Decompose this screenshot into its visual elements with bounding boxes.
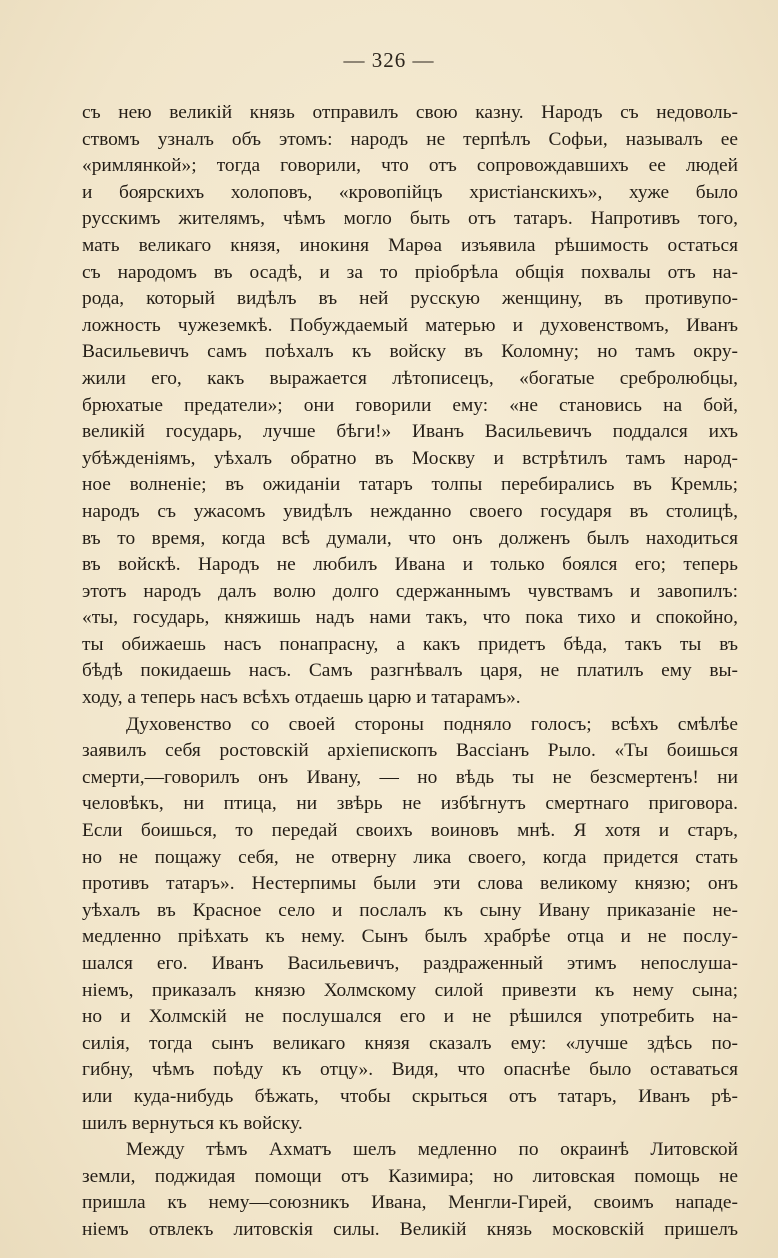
text-line: уѣхалъ въ Красное село и послалъ къ сыну Ивану приказаніе не-	[82, 899, 738, 921]
text-line: смерти,—говорилъ онъ Ивану, — но вѣдь ты не безсмертенъ! ни	[82, 766, 738, 788]
text-line: русскимъ жителямъ, чѣмъ могло быть отъ татаръ. Напротивъ того,	[82, 208, 738, 230]
text-line: гибну, чѣмъ поѣду къ отцу». Видя, что опаснѣе было оставаться	[82, 1059, 738, 1081]
text-line: но и Холмскій не послушался его и не рѣшился употребить на-	[82, 1006, 738, 1028]
text-line: мать великаго князя, инокиня Марѳа изъявила рѣшимость остаться	[82, 234, 738, 256]
page-number: — 326 —	[343, 48, 435, 72]
text-line: ное волненіе; въ ожиданіи татаръ толпы перебирались въ Кремль;	[82, 474, 738, 496]
text-line: заявилъ себя ростовскій архіепископъ Вассіанъ Рыло. «Ты боишься	[82, 740, 738, 762]
text-line: брюхатые предатели»; они говорили ему: «не становись на бой,	[82, 394, 738, 416]
text-line: ніемъ, приказалъ князю Холмскому силой привезти къ нему сына;	[82, 979, 738, 1001]
text-line: ты обижаешь насъ понапрасну, а какъ придетъ бѣда, такъ ты въ	[82, 633, 738, 655]
text-line: человѣкъ, ни птица, ни звѣрь не избѣгнутъ смертнаго приговора.	[82, 793, 738, 815]
text-line: народъ съ ужасомъ увидѣлъ нежданно своего государя въ столицѣ,	[82, 500, 738, 522]
text-line: съ народомъ въ осадѣ, и за то пріобрѣла общія похвалы отъ на-	[82, 261, 738, 283]
text-line: ходу, а теперь насъ всѣхъ отдаешь царю и татарамъ».	[82, 687, 521, 709]
text-line: пришла къ нему—союзникъ Ивана, Менгли-Гирей, своимъ нападе-	[82, 1192, 738, 1214]
text-line: медленно пріѣхать къ нему. Сынъ былъ храбрѣе отца и не послу-	[82, 926, 738, 948]
text-line: но не пощажу себя, не отверну лика своего, когда придется стать	[82, 846, 738, 868]
text-line: этотъ народъ далъ волю долго сдержаннымъ чувствамъ и завопилъ:	[82, 580, 738, 602]
paragraph-1	[82, 100, 738, 712]
text-line: Между тѣмъ Ахматъ шелъ медленно по окраинѣ Литовской	[126, 1139, 738, 1161]
text-line: шилъ вернуться къ войску.	[82, 1112, 303, 1134]
text-line: бѣдѣ покидаешь насъ. Самъ разгнѣвалъ царя, не платилъ ему вы-	[82, 660, 738, 682]
text-line: Васильевичъ самъ поѣхалъ къ войску въ Коломну; но тамъ окру-	[82, 341, 738, 363]
text-line: съ нею великій князь отправилъ свою казну. Народъ съ недоволь-	[82, 102, 738, 123]
text-line: «ты, государь, княжишь надъ нами такъ, что пока тихо и спокойно,	[82, 607, 738, 629]
text-line: и боярскихъ холоповъ, «кровопійцъ христіанскихъ», хуже было	[82, 181, 738, 203]
text-line: Если боишься, то передай своихъ воиновъ мнѣ. Я хотя и старъ,	[82, 820, 738, 842]
text-line: или куда-нибудь бѣжать, чтобы скрыться отъ татаръ, Иванъ рѣ-	[82, 1085, 738, 1107]
text-line: силія, тогда сынъ великаго князя сказалъ ему: «лучше здѣсь по-	[82, 1032, 738, 1054]
text-line: въ войскѣ. Народъ не любилъ Ивана и только боялся его; теперь	[82, 554, 738, 576]
text-line: убѣжденіямъ, уѣхалъ обратно въ Москву и встрѣтилъ тамъ народ-	[82, 447, 738, 469]
text-line: ствомъ узналъ объ этомъ: народъ не терпѣлъ Софьи, называлъ ее	[82, 128, 738, 150]
text-line: великій государь, лучше бѣги!» Иванъ Васильевичъ поддался ихъ	[82, 421, 738, 443]
text-line: Духовенство со своей стороны подняло голосъ; всѣхъ смѣлѣе	[126, 713, 738, 735]
text-line: въ то время, когда всѣ думали, что онъ долженъ былъ находиться	[82, 527, 738, 549]
text-line: жили его, какъ выражается лѣтописецъ, «богатые сребролюбцы,	[82, 367, 738, 389]
paragraph-3	[82, 1137, 738, 1243]
text-line: рода, который видѣлъ въ ней русскую женщину, въ противупо-	[82, 288, 738, 310]
text-line: земли, поджидая помощи отъ Казимира; но литовская помощь не	[82, 1165, 738, 1187]
body-text	[82, 100, 738, 1244]
text-line: шался его. Иванъ Васильевичъ, раздраженный этимъ непослуша-	[82, 953, 738, 974]
text-line: ложность чужеземкѣ. Побуждаемый матерью и духовенствомъ, Иванъ	[82, 314, 738, 336]
text-line: противъ татаръ». Нестерпимы были эти слова великому князю; онъ	[82, 873, 738, 895]
text-line: «римлянкой»; тогда говорили, что отъ сопровождавшихъ ее людей	[82, 155, 738, 177]
text-line: ніемъ отвлекъ литовскія силы. Великій князь московскій пришелъ	[82, 1218, 738, 1240]
paragraph-2	[82, 712, 738, 1138]
